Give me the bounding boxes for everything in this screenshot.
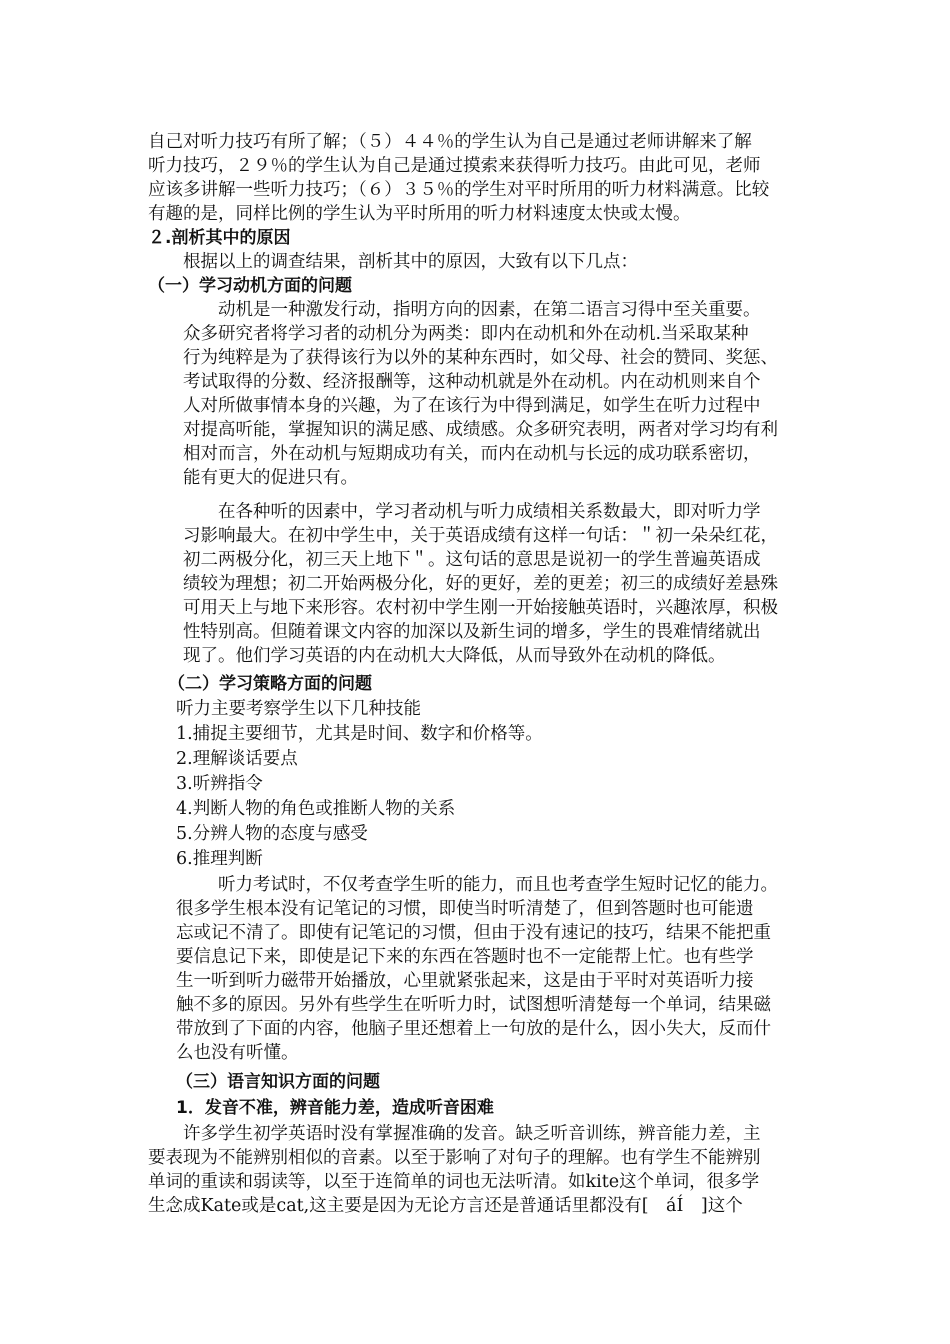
section-heading: （三）语言知识方面的问题 [176, 1072, 380, 1092]
text-line: 自己对听力技巧有所了解；（５）４４％的学生认为自己是通过老师讲解来了解 [148, 132, 752, 152]
text-line: 能有更大的促进只有。 [183, 468, 358, 488]
text-line: 绩较为理想；初二开始两极分化，好的更好，差的更差；初三的成绩好差悬殊 [183, 574, 778, 594]
text-line: 么也没有听懂。 [176, 1043, 299, 1063]
text-line: 初二两极分化，初三天上地下＂。这句话的意思是说初一的学生普遍英语成 [183, 550, 761, 570]
text-line: 许多学生初学英语时没有掌握准确的发音。缺乏听音训练，辨音能力差，主 [183, 1124, 761, 1144]
text-line: 要信息记下来，即使是记下来的东西在答题时也不一定能帮上忙。也有些学 [176, 947, 754, 967]
section-heading: ２.剖析其中的原因 [148, 228, 291, 248]
text-line: 很多学生根本没有记笔记的习惯，即使当时听清楚了，但到答题时也可能遗 [176, 899, 754, 919]
text-line: 应该多讲解一些听力技巧；（６）３５％的学生对平时所用的听力材料满意。比较 [148, 180, 770, 200]
section-heading: 1．发音不准，辨音能力差，造成听音困难 [176, 1098, 494, 1118]
text-line: 相对而言，外在动机与短期成功有关，而内在动机与长远的成功联系密切， [183, 444, 761, 464]
text-line: 人对所做事情本身的兴趣，为了在该行为中得到满足，如学生在听力过程中 [183, 396, 761, 416]
text-line: 生一听到听力磁带开始播放，心里就紧张起来，这是由于平时对英语听力接 [176, 971, 754, 991]
text-line: 听力考试时，不仅考查学生听的能力，而且也考查学生短时记忆的能力。 [218, 875, 778, 895]
text-line: 性特别高。但随着课文内容的加深以及新生词的增多，学生的畏难情绪就出 [183, 622, 761, 642]
section-heading: （一）学习动机方面的问题 [148, 276, 352, 296]
text-line: 现了。他们学习英语的内在动机大大降低，从而导致外在动机的降低。 [183, 646, 726, 666]
text-line: 根据以上的调查结果，剖析其中的原因，大致有以下几点： [183, 252, 638, 272]
text-line: 有趣的是，同样比例的学生认为平时所用的听力材料速度太快或太慢。 [148, 204, 691, 224]
text-line: 带放到了下面的内容，他脑子里还想着上一句放的是什么，因小失大，反而什 [176, 1019, 771, 1039]
text-line: 触不多的原因。另外有些学生在听听力时，试图想听清楚每一个单词，结果磁 [176, 995, 771, 1015]
text-line: 考试取得的分数、经济报酬等，这种动机就是外在动机。内在动机则来自个 [183, 372, 761, 392]
text-line: 4.判断人物的角色或推断人物的关系 [176, 799, 456, 819]
text-line: 生念成Kate或是cat,这主要是因为无论方言还是普通话里都没有[ áÍ ]这个 [148, 1196, 743, 1216]
text-line: 单词的重读和弱读等，以至于连简单的词也无法听清。如kite这个单词，很多学 [148, 1172, 760, 1192]
text-line: 忘或记不清了。即使有记笔记的习惯，但由于没有速记的技巧，结果不能把重 [176, 923, 771, 943]
text-line: 听力主要考察学生以下几种技能 [176, 699, 421, 719]
text-line: 在各种听的因素中，学习者动机与听力成绩相关系数最大，即对听力学 [218, 502, 761, 522]
text-line: 众多研究者将学习者的动机分为两类：即内在动机和外在动机.当采取某种 [183, 324, 749, 344]
text-line: 可用天上与地下来形容。农村初中学生刚一开始接触英语时，兴趣浓厚，积极 [183, 598, 778, 618]
text-line: 要表现为不能辨别相似的音素。以至于影响了对句子的理解。也有学生不能辨别 [148, 1148, 761, 1168]
text-line: 3.听辨指令 [176, 774, 263, 794]
text-line: 行为纯粹是为了获得该行为以外的某种东西时，如父母、社会的赞同、奖惩、 [183, 348, 778, 368]
text-line: 动机是一种激发行动，指明方向的因素，在第二语言习得中至关重要。 [218, 300, 761, 320]
text-line: 对提高听能，掌握知识的满足感、成绩感。众多研究表明，两者对学习均有利 [183, 420, 778, 440]
text-line: 2.理解谈话要点 [176, 749, 298, 769]
text-line: 听力技巧，２９％的学生认为自己是通过摸索来获得听力技巧。由此可见，老师 [148, 156, 761, 176]
text-line: 6.推理判断 [176, 849, 263, 869]
text-line: 习影响最大。在初中学生中，关于英语成绩有这样一句话：＂初一朵朵红花， [183, 526, 778, 546]
text-line: 5.分辨人物的态度与感受 [176, 824, 368, 844]
section-heading: （二）学习策略方面的问题 [168, 674, 372, 694]
text-line: 1.捕捉主要细节，尤其是时间、数字和价格等。 [176, 724, 543, 744]
